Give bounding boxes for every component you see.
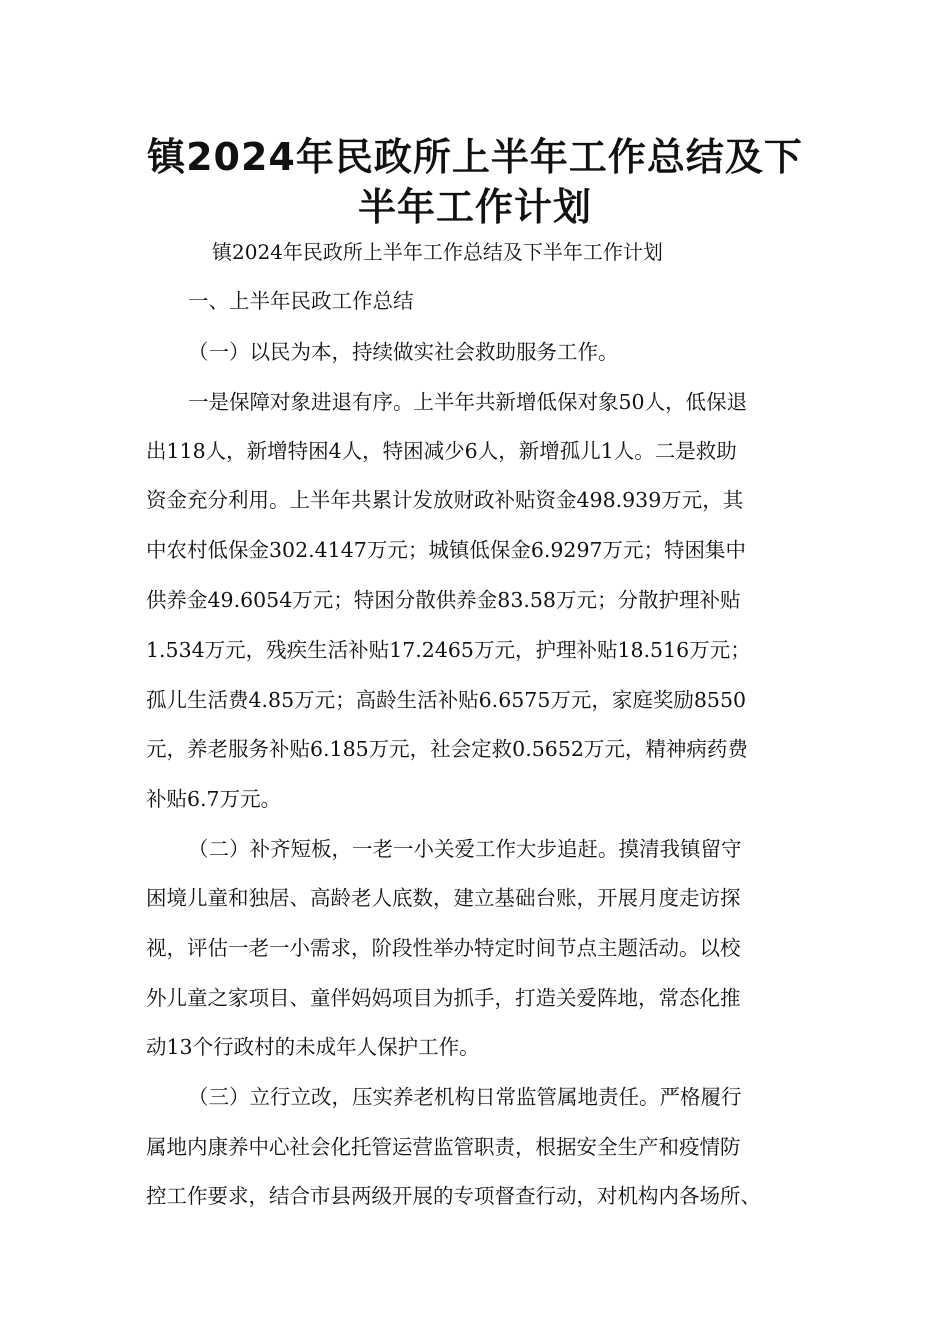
paragraph-line: 困境儿童和独居、高龄老人底数，建立基础台账，开展月度走访探 xyxy=(146,886,741,910)
paragraph-line: 供养金49.6054万元；特困分散供养金83.58万元；分散护理补贴 xyxy=(146,588,741,612)
paragraph-line: 元，养老服务补贴6.185万元，社会定救0.5652万元，精神病药费 xyxy=(146,737,748,761)
document-title-line-2: 半年工作计划 xyxy=(357,185,592,229)
paragraph-line: 外儿童之家项目、童伴妈妈项目为抓手，打造关爱阵地，常态化推 xyxy=(146,986,741,1010)
document-title-line-1: 镇2024年民政所上半年工作总结及下 xyxy=(147,135,803,179)
section-heading-1: 一、上半年民政工作总结 xyxy=(188,289,414,313)
paragraph-line: 1.534万元，残疾生活补贴17.2465万元，护理补贴18.516万元； xyxy=(146,638,751,662)
paragraph-line: 视，评估一老一小需求，阶段性举办特定时间节点主题活动。以校 xyxy=(146,936,741,960)
paragraph-line: 资金充分利用。上半年共累计发放财政补贴资金498.939万元，其 xyxy=(146,488,744,512)
paragraph-line: （二）补齐短板，一老一小关爱工作大步追赶。摸清我镇留守 xyxy=(188,837,742,861)
paragraph-line: 动13个行政村的未成年人保护工作。 xyxy=(146,1035,480,1059)
document-subtitle: 镇2024年民政所上半年工作总结及下半年工作计划 xyxy=(212,240,663,264)
paragraph-line: 补贴6.7万元。 xyxy=(146,787,282,811)
paragraph-line: （三）立行立改，压实养老机构日常监管属地责任。严格履行 xyxy=(188,1085,742,1109)
paragraph-line: 控工作要求，结合市县两级开展的专项督查行动，对机构内各场所、 xyxy=(146,1184,761,1208)
subsection-heading-1: （一）以民为本，持续做实社会救助服务工作。 xyxy=(188,340,619,364)
paragraph-line: 孤儿生活费4.85万元；高龄生活补贴6.6575万元，家庭奖励8550 xyxy=(146,688,747,712)
paragraph-line: 中农村低保金302.4147万元；城镇低保金6.9297万元；特困集中 xyxy=(146,538,747,562)
paragraph-line: 一是保障对象进退有序。上半年共新增低保对象50人，低保退 xyxy=(188,390,748,414)
paragraph-line: 出118人，新增特困4人，特困减少6人，新增孤儿1人。二是救助 xyxy=(146,439,737,463)
paragraph-line: 属地内康养中心社会化托管运营监管职责，根据安全生产和疫情防 xyxy=(146,1135,741,1159)
